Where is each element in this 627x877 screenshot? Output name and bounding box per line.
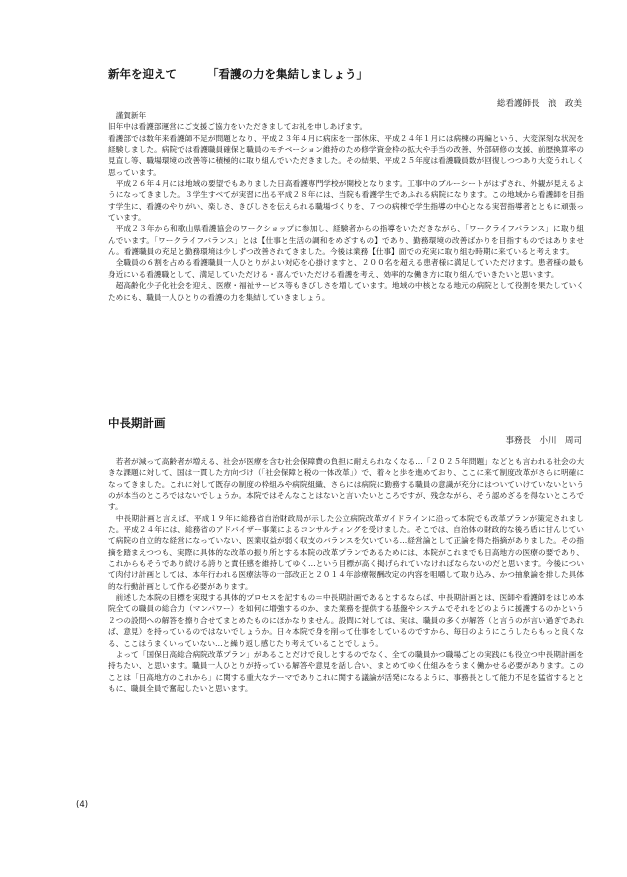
section1-heading-part2: 「看護の力を集結しましょう」 bbox=[207, 67, 368, 81]
section1-heading bbox=[108, 66, 528, 82]
section1-heading-part1: 新年を迎えて bbox=[108, 67, 177, 81]
paragraph: 超高齢化少子化社会を迎え、医療・福祉サービス等もきびしさを増しています。地域の中核となる地元の病院として役割を果たしていくためにも、職員一人ひとりの看護の力を集結していきましょう。 bbox=[108, 281, 584, 302]
paragraph: 平成２３年から和歌山県看護協会のワークショップに参加し、経験者からの指導をいただきながら、「ワークライフバランス」に取り組んでいます。「ワークライフバランス」とは【仕事と生活の調和をめざすもの】であり、勤務環境の改善ばかりを目指すものではありません。看護職員の充足と勤務環境は少しずつ改善されてきました。今後は業務【仕事】面での充実に取り組む時期に来ていると考えます。 bbox=[108, 224, 584, 257]
paragraph: 若者が減って高齢者が増える、社会が医療を含む社会保障費の負担に耐えられなくなる…「２０２５年問題」などとも言われる社会の大きな課題に対して、国は一貫した方向づけ（「社会保障と税の一体改革」）で、着々と歩を進めており、ここに来て制度改革がさらに明確になってきました。これに対して既存の制度の枠組みや病院組織、さらには病院に勤務する職員の意識が充分にはついていけていないというのが本当のところではないでしょうか。本院ではそんなことはないと言いたいところですが、残念ながら、そう認めざるを得ないところです。 bbox=[108, 457, 584, 512]
section2-heading: 中長期計画 bbox=[108, 416, 166, 430]
page-number: (4) bbox=[76, 800, 89, 810]
paragraph: 平成２６年４月には地域の要望でもありました日高看護専門学校が開校となります。工事中のブルーシートがはずされ、外観が見えるようになってきました。３学生すべてが実習に出る平成２８年には、当院も看護学生であふれる病院になります。この地域から看護師を目指す学生に、看護のやりがい、楽しさ、きびしさを伝えられる職場づくりを、７つの病棟で学生指導の中心となる実習指導者とともに頑張っています。 bbox=[108, 179, 584, 223]
section1-author: 総看護師長 浪 政美 bbox=[496, 99, 582, 109]
section2-author: 事務長 小川 周司 bbox=[505, 436, 582, 446]
paragraph: 旧年中は看護部運営にご支援ご協力をいただきましてお礼を申しあげます。 bbox=[108, 122, 368, 132]
paragraph: 謹賀新年 bbox=[108, 111, 147, 120]
paragraph: 看護部では数年来看護師不足が問題となり、平成２３年４月に病床を一部休床、平成２４年１月には病棟の再編という、大変深刻な状況を経験しました。病院では看護職員確保と職員のモチベーション維持のため修学資金枠の拡大や手当の改善、外部研修の支援、前歴換算率の見直し等、職場環境の改善等に積極的に取り組んでいただきました。その結果、平成２５年度は看護職員数が回復しつつあり大変うれしく思っています。 bbox=[108, 133, 584, 177]
paragraph: よって「国保日高総合病院改革プラン」があることだけで良しとするのでなく、全ての職員かつ職場ごとの実践にも役立つ中長期計画を持ちたい、と思います。職員一人ひとりが持っている解答や意見を話し合い、まとめてゆく仕組みをうまく働かせる必要があります。このことは「日高地方のこれから」に関する重大なテーマでありこれに関する議論が活発になるように、事務長として能力不足を猛省するとともに、職員全員で奮起したいと思います。 bbox=[108, 649, 584, 693]
section2-body bbox=[108, 456, 584, 694]
section1-body bbox=[108, 110, 584, 303]
paragraph: 全職員の６割を占める看護職員一人ひとりがよい対応を心掛けますと、２００名を超える患者様に満足していただけます。患者様の最も身近にいる看護職として、満足していただける・喜んでいただける看護を考え、効率的な働き方に取り組んでいきたいと思います。 bbox=[108, 258, 584, 279]
paragraph: 中長期計画と言えば、平成１９年に総務省自治財政局が示した公立病院改革ガイドラインに沿って本院でも改革プランが策定されました。平成２４年には、総務省のアドバイザー事業によるコンサルティングを受けました。そこでは、自治体の財政的な後ろ盾に甘んじていて病院の自立的な経営になっていない、医業収益が弱く収支のバランスを欠いている…経営論として正論を得た指摘がありました。その指摘を踏まえつつも、実際に具体的な改革の振り所とする本院の改革プランであるためには、本院がこれまでも日高地方の医療の要であり、これからもそうであり続ける誇りと責任感を維持してゆく…という目標が高く掲げられていなければならないのだと思います。今後について肉付け計画としては、本年行われる医療法等の一部改正と２０１４年診療報酬改定の内容を咀嚼して取り込み、かつ抽象論を排した具体的な行動計画として作る必要があります。 bbox=[108, 513, 584, 591]
paragraph: 前述した本院の目標を実現する具体的プロセスを記すもの＝中長期計画であるとするならば、中長期計画とは、医師や看護師をはじめ本院全ての職員の総合力（マンパワー）を如何に増強するのか、また業務を提供する基盤やシステムでそれをどのように援護するのかという２つの設問への解答を擦り合せてまとめたものにほかなりません。設問に対しては、実は、職員の多くが解答（と言うのが言い過ぎであれば、意見）を持っているのではないでしょうか。日々本院で身を削って仕事をしているのですから、毎日のようにこうしたらもっと良くなる、ここはうまくいっていない…と繰り返し感じたり考えていることでしょう。 bbox=[108, 593, 584, 648]
